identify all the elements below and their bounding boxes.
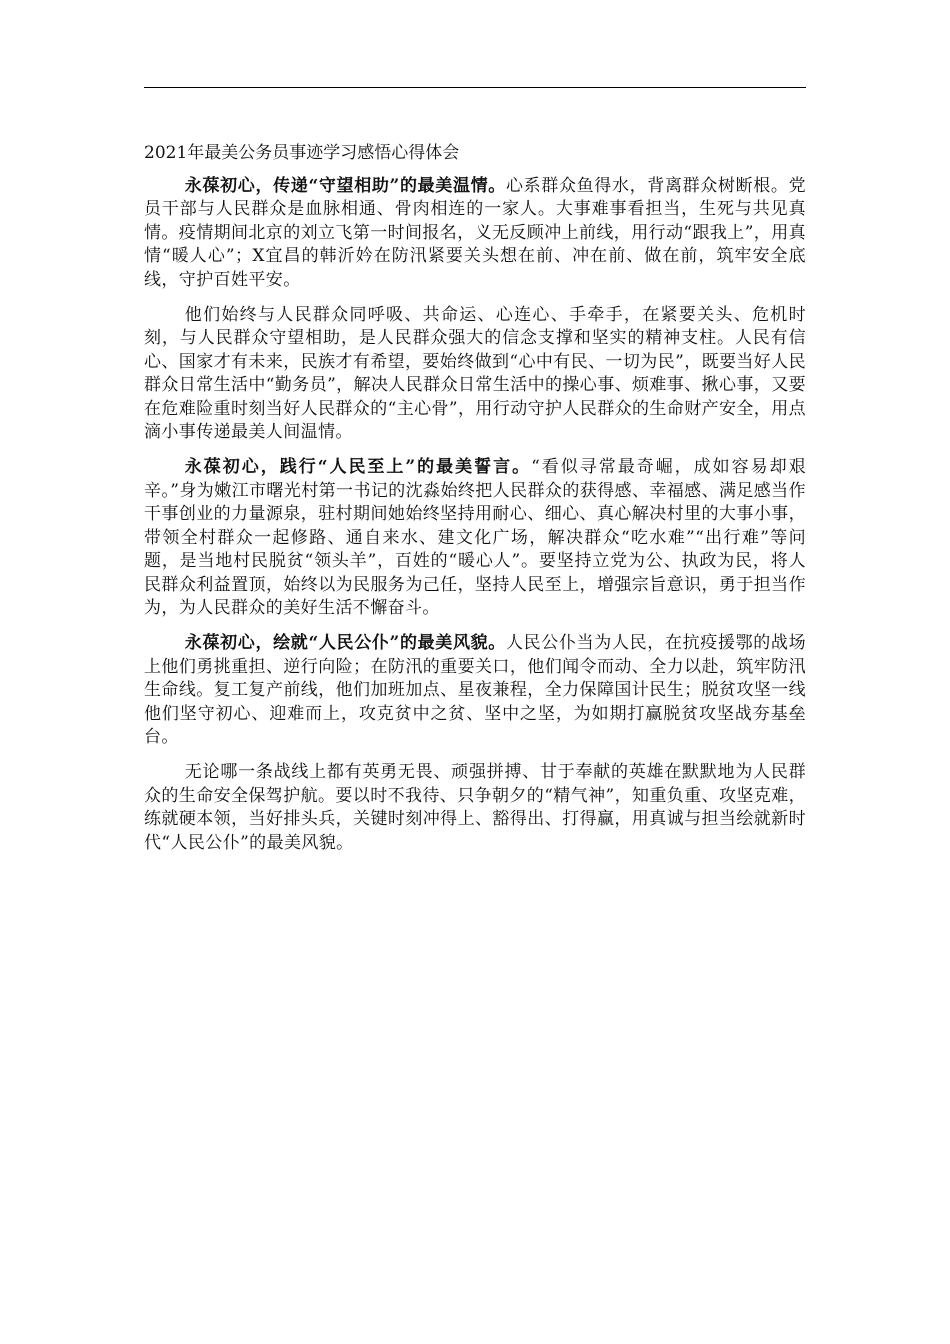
paragraph-3-text: “看似寻常最奇崛，成如容易却艰辛。”身为嫩江市曙光村第一书记的沈淼始终把人民群众的获得感、幸福感、满足感当作干事创业的力量源泉，驻村期间她始终坚持用耐心、细心、真心解决村里的大事小事，带领全村群众一起修路、通自来水、建文化广场，解决群众“吃水难”“出行难”等问题，是当地村民脱贫“领头羊”，百姓的“暖心人”。要坚持立党为公、执政为民，将人民群众利益置顶，始终以为民服务为己任，坚持人民至上，增强宗旨意识，勇于担当作为，为人民群众的美好生活不懈奋斗。 — [144, 457, 806, 618]
paragraph-2 — [144, 304, 806, 444]
document-body — [144, 175, 806, 867]
header-rule — [144, 87, 806, 88]
paragraph-3-lead: 永葆初心，践行“人民至上”的最美誓言。 — [184, 457, 532, 478]
paragraph-1-text: 心系群众鱼得水，背离群众树断根。党员干部与人民群众是血脉相通、骨肉相连的一家人。大事难事看担当，生死与共见真情。疫情期间北京的刘立飞第一时间报名，义无反顾冲上前线，用行动“跟我上”，用真情“暖人心”；X宜昌的韩沂妗在防汛紧要关头想在前、冲在前、做在前，筑牢安全底线，守护百姓平安。 — [144, 176, 806, 290]
paragraph-1-lead: 永葆初心，传递“守望相助”的最美温情。 — [184, 176, 506, 196]
document-title: 2021年最美公务员事迹学习感悟心得体会 — [144, 143, 460, 163]
paragraph-2-text: 他们始终与人民群众同呼吸、共命运、心连心、手牵手，在紧要关头、危机时刻，与人民群众守望相助，是人民群众强大的信念支撑和坚实的精神支柱。人民有信心、国家才有未来，民族才有希望，要始终做到“心中有民、一切为民”，既要当好人民群众日常生活中“勤务员”，解决人民群众日常生活中的操心事、烦难事、揪心事，又要在危难险重时刻当好人民群众的“主心骨”，用行动守护人民群众的生命财产安全，用点滴小事传递最美人间温情。 — [144, 305, 806, 443]
paragraph-4-text: 人民公仆当为人民，在抗疫援鄂的战场上他们勇挑重担、逆行向险；在防汛的重要关口，他们闻令而动、全力以赴，筑牢防汛生命线。复工复产前线，他们加班加点、星夜兼程，全力保障国计民生；脱贫攻坚一线他们坚守初心、迎难而上，攻克贫中之贫、坚中之坚，为如期打赢脱贫攻坚战夯基垒台。 — [144, 633, 806, 747]
paragraph-1 — [144, 175, 806, 292]
paragraph-4 — [144, 632, 806, 749]
paragraph-3 — [144, 456, 806, 620]
paragraph-5 — [144, 761, 806, 855]
paragraph-5-text: 无论哪一条战线上都有英勇无畏、顽强拼搏、甘于奉献的英雄在默默地为人民群众的生命安全保驾护航。要以时不我待、只争朝夕的“精气神”，知重负重、攻坚克难，练就硬本领，当好排头兵，关键时刻冲得上、豁得出、打得赢，用真诚与担当绘就新时代“人民公仆”的最美风貌。 — [144, 762, 806, 853]
paragraph-4-lead: 永葆初心，绘就“人民公仆”的最美风貌。 — [184, 633, 506, 654]
